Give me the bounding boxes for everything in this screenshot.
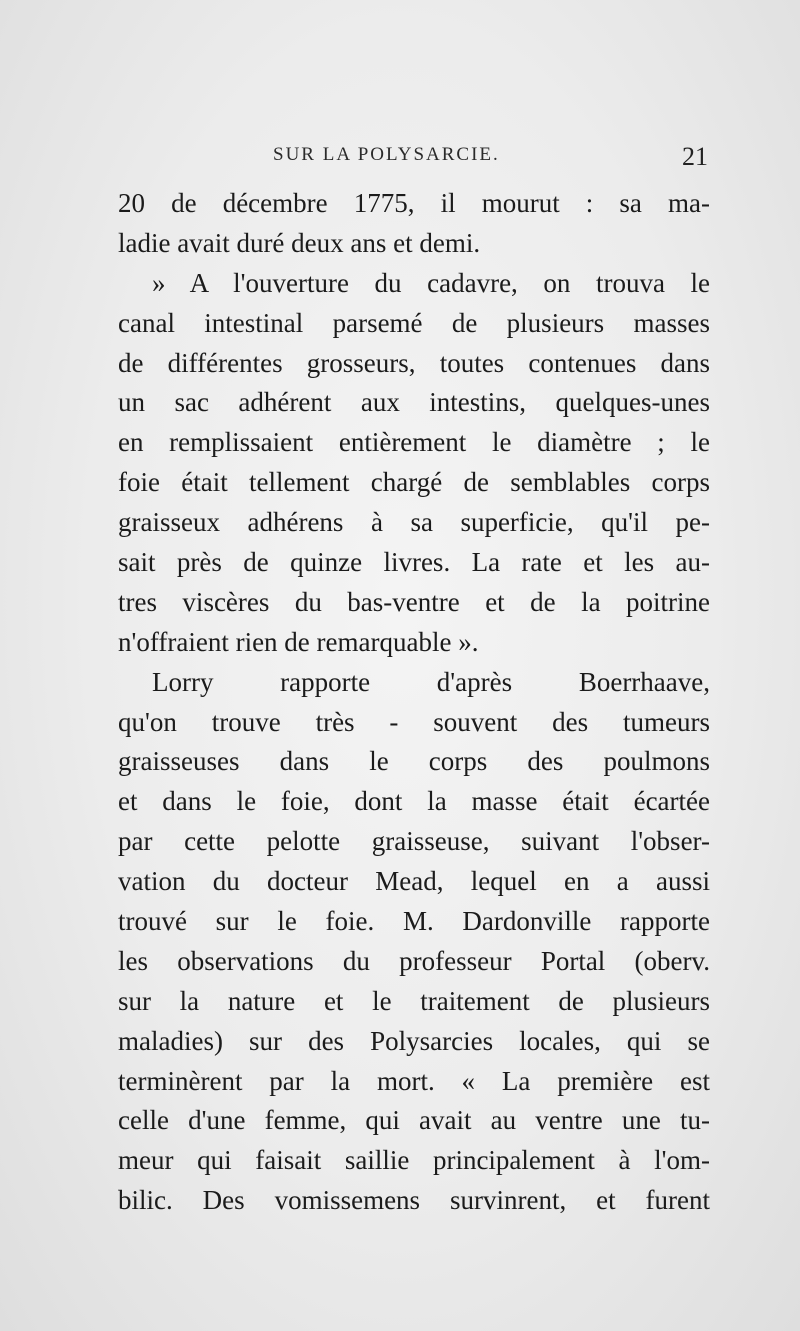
- text-line: en remplissaient entièrement le diamètre ; le: [118, 427, 710, 458]
- text-line: par cette pelotte graisseuse, suivant l'obser-: [118, 826, 710, 857]
- text-line: vation du docteur Mead, lequel en a aussi: [118, 866, 710, 897]
- text-line: 20 de décembre 1775, il mourut : sa ma-: [118, 188, 710, 218]
- text-line: graisseux adhérens à sa superficie, qu'il pe-: [118, 507, 710, 538]
- text-line: terminèrent par la mort. « La première est: [118, 1065, 710, 1096]
- text-line: sait près de quinze livres. La rate et les au-: [118, 547, 710, 578]
- page-number: 21: [682, 142, 708, 171]
- text-line: sur la nature et le traitement de plusieurs: [118, 985, 710, 1016]
- running-title: SUR LA POLYSARCIE.: [273, 144, 500, 165]
- text-line: trouvé sur le foie. M. Dardonville rapporte: [118, 906, 710, 937]
- text-line: canal intestinal parsemé de plusieurs masses: [118, 307, 710, 338]
- page-header: [118, 142, 710, 172]
- text-line: les observations du professeur Portal (oberv.: [118, 945, 710, 976]
- text-line: tres viscères du bas-ventre et de la poitrine: [118, 586, 710, 617]
- text-line: graisseuses dans le corps des poulmons: [118, 746, 710, 777]
- text-line: maladies) sur des Polysarcies locales, qui se: [118, 1025, 710, 1056]
- body-text: [118, 184, 710, 1221]
- text-line: foie était tellement chargé de semblables corps: [118, 467, 710, 498]
- text-line: n'offraient rien de remarquable ».: [118, 626, 479, 657]
- text-line: de différentes grosseurs, toutes contenues dans: [118, 347, 710, 378]
- text-line: Lorry rapporte d'après Boerrhaave,: [152, 666, 710, 697]
- text-line: meur qui faisait saillie principalement à l'om-: [118, 1145, 710, 1176]
- text-line: qu'on trouve très - souvent des tumeurs: [118, 706, 710, 737]
- text-line: ladie avait duré deux ans et demi.: [118, 227, 481, 258]
- text-line: un sac adhérent aux intestins, quelques-unes: [118, 387, 710, 418]
- text-line: » A l'ouverture du cadavre, on trouva le: [152, 267, 710, 298]
- text-line: et dans le foie, dont la masse était écartée: [118, 786, 710, 817]
- text-line: bilic. Des vomissemens survinrent, et furent: [118, 1185, 710, 1216]
- text-line: celle d'une femme, qui avait au ventre une tu-: [118, 1105, 710, 1136]
